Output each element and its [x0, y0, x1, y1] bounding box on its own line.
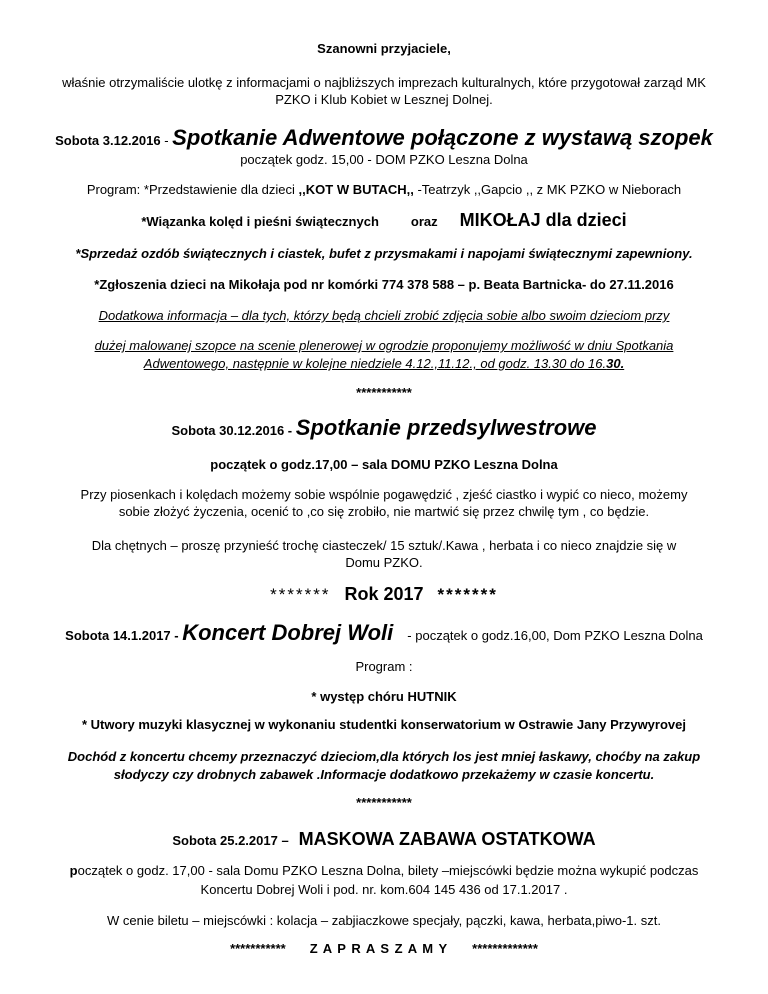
event1-date: Sobota 3.12.2016: [55, 133, 161, 148]
event3-income-line-2: słodyczy czy drobnych zabawek .Informacje dodatkowo przekażemy w czasie koncertu.: [113, 767, 655, 782]
event3-date: Sobota 14.1.2017 -: [65, 628, 179, 643]
intro-line-1: właśnie otrzymaliście ulotkę z informacjami o najbliższych imprezach kulturalnych, które przygotował zarząd MK: [62, 75, 706, 90]
event1-dash: -: [160, 133, 173, 148]
year-stars-right: *******: [437, 585, 498, 604]
event3-income-line-1: Dochód z koncertu chcemy przeznaczyć dzieciom,dla których los jest mniej łaskawy, choćby na zakup: [67, 749, 701, 764]
event2-desc-line-1: Przy piosenkach i kolędach możemy sobie wspólnie pogawędzić , zjeść ciastko i wypić co nieco, możemy: [80, 487, 688, 502]
event4-start-first: p: [69, 863, 78, 878]
event2-desc-line-2: sobie złożyć życzenia, ocenić to ,co się zrobiło, nie martwić się przez chwilę tym , co będzie.: [118, 504, 650, 519]
event1-oraz: oraz: [410, 214, 438, 229]
event1-info-line-2: dużej malowanej szopce na scenie plenerowej w ogrodzie proponujemy możliwość w dniu Spotkania: [94, 338, 674, 353]
event2-bring-line-1: Dla chętnych – proszę przynieść trochę ciasteczek/ 15 sztuk/.Kawa , herbata i co nieco znajdzie się w: [91, 538, 677, 553]
event1-program-prefix: Program: *Przedstawienie dla dzieci: [86, 182, 299, 197]
event1-title: Spotkanie Adwentowe połączone z wystawą szopek: [172, 125, 713, 150]
event4-title: MASKOWA ZABAWA OSTATKOWA: [298, 829, 596, 849]
event1-info-line-3: [0, 355, 768, 372]
event3-program: Program :: [355, 659, 413, 674]
event4-heading: [0, 826, 768, 854]
event2-heading: [0, 414, 768, 445]
event4-start-line-2: Koncertu Dobrej Woli i pod. nr. kom.604 145 436 od 17.1.2017 .: [200, 882, 568, 897]
event1-info-line-1: Dodatkowa informacja – dla tych, którzy będą chcieli zrobić zdjęcia sobie albo swoim dzieciom przy: [98, 308, 670, 323]
footer-stars-left: ***********: [230, 941, 286, 956]
event1-carols-line: [0, 209, 768, 233]
event2-start: początek o godz.17,00 – sala DOMU PZKO Leszna Dolna: [210, 457, 558, 472]
event4-start-line-1: [0, 862, 768, 879]
footer-stars-right: *************: [472, 941, 538, 956]
event3-classical: * Utwory muzyki klasycznej w wykonaniu studentki konserwatorium w Ostrawie Jany Przywyrovej: [82, 717, 686, 732]
event1-registration: *Zgłoszenia dzieci na Mikołaja pod nr komórki 774 378 588 – p. Beata Bartnicka- do 27.11.2016: [94, 277, 674, 292]
event1-carols: *Wiązanka kolęd i pieśni świątecznych: [141, 214, 379, 229]
event4-date: Sobota 25.2.2017 –: [172, 833, 289, 848]
event1-program: [0, 181, 768, 198]
event1-program-suffix: -Teatrzyk ,,Gapcio ,, z MK PZKO w Nieborach: [413, 182, 682, 197]
event4-start-rest: oczątek o godz. 17,00 - sala Domu PZKO Leszna Dolna, bilety –miejscówki będzie można wykupić podczas: [77, 863, 699, 878]
event1-mikolaj: MIKOŁAJ dla dzieci: [459, 210, 627, 230]
event2-date: Sobota 30.12.2016 -: [171, 423, 293, 438]
event4-price: W cenie biletu – miejscówki : kolacja – zabjiaczkowe specjały, pączki, kawa, herbata,piwo-1. szt.: [107, 913, 661, 928]
event3-start: - początek o godz.16,00, Dom PZKO Leszna Dolna: [407, 628, 703, 643]
year-heading: [0, 582, 768, 608]
event1-program-play: ,,KOT W BUTACH,,: [298, 182, 414, 197]
event2-title: Spotkanie przedsylwestrowe: [295, 415, 597, 440]
greeting: Szanowni przyjaciele,: [317, 41, 451, 56]
year-text: Rok 2017: [344, 584, 424, 604]
event1-info-line-3a: Adwentowego, następnie w kolejne niedziele 4.12.,11.12., od godz. 13.30 do 16.: [143, 356, 607, 371]
footer-invite: [0, 940, 768, 957]
event1-info-line-3b: 30.: [606, 356, 625, 371]
event1-sale: *Sprzedaż ozdób świątecznych i ciastek, bufet z przysmakami i napojami świątecznymi zapewniony.: [75, 246, 693, 261]
footer-invite-text: Z A P R A S Z A M Y: [309, 941, 449, 956]
event3-title: Koncert Dobrej Woli: [182, 620, 394, 645]
event3-choir: * występ chóru HUTNIK: [311, 689, 457, 704]
year-stars-left: *******: [270, 585, 331, 604]
intro-line-2: PZKO i Klub Kobiet w Lesznej Dolnej.: [275, 92, 493, 107]
event1-start: początek godz. 15,00 - DOM PZKO Leszna Dolna: [240, 152, 528, 167]
separator-1: ***********: [356, 385, 412, 400]
event3-heading: [0, 620, 768, 649]
event2-bring-line-2: Domu PZKO.: [345, 555, 423, 570]
separator-2: ***********: [356, 795, 412, 810]
